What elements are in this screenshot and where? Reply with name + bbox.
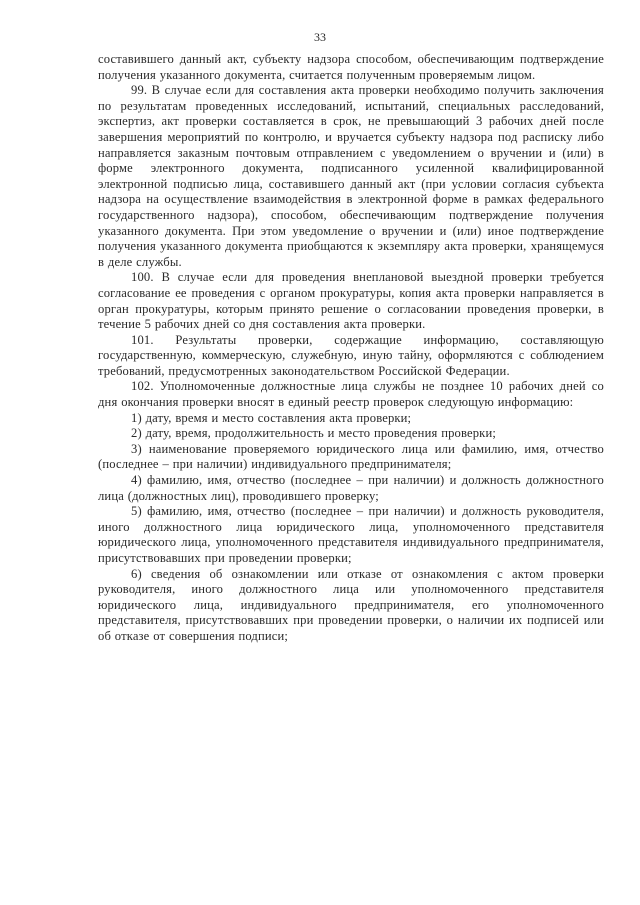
- list-item-102-3: 3) наименование проверяемого юридического лица или фамилию, имя, отчество (последнее – при наличии) индивидуального предпринимателя;: [98, 441, 604, 472]
- document-body: [98, 52, 604, 645]
- paragraph-102: 102. Уполномоченные должностные лица службы не позднее 10 рабочих дней со дня окончания проверки вносят в единый реестр проверок следующую информацию:: [98, 379, 604, 410]
- paragraph-101: 101. Результаты проверки, содержащие информацию, составляющую государственную, коммерческую, служебную, иную тайну, оформляются с соблюдением требований, предусмотренных законодательством Российской Федерации.: [98, 332, 604, 378]
- list-item-102-6: 6) сведения об ознакомлении или отказе от ознакомления с актом проверки руководителя, иного должностного лица или уполномоченного представителя юридического лица, индивидуального предпринимателя, его уполномоченного представителя, присутствовавших при проведении проверки, о наличии их подписей или об отказе от совершения подписи;: [98, 566, 604, 643]
- list-item-102-1: 1) дату, время и место составления акта проверки;: [131, 410, 412, 425]
- list-item-102-2: 2) дату, время, продолжительность и место проведения проверки;: [131, 426, 496, 441]
- page-number: 33: [314, 30, 326, 44]
- paragraph-99: 99. В случае если для составления акта проверки необходимо получить заключения по результатам проведенных исследований, испытаний, специальных расследований, экспертиз, акт проверки составляется в срок, не превышающий 3 рабочих дней после завершения мероприятий по контролю, и вручается субъекту надзора под расписку либо направляется заказным почтовым отправлением с уведомлением о вручении и (или) в форме электронного документа, подписанного усиленной квалифицированной электронной подписью лица, составившего данный акт (при условии согласия субъекта надзора на осуществление взаимодействия в электронной форме в рамках федерального государственного надзора), способом, обеспечивающим подтверждение получения указанного документа. При этом уведомление о вручении и (или) иное подтверждение получения указанного документа приобщаются к экземпляру акта проверки, хранящемуся в деле службы.: [98, 83, 604, 269]
- list-item-102-5: 5) фамилию, имя, отчество (последнее – при наличии) и должность руководителя, иного должностного лица юридического лица, уполномоченного представителя юридического лица, уполномоченного представителя индивидуального предпринимателя, присутствовавших при проведении проверки;: [98, 504, 604, 565]
- list-item-102-4: 4) фамилию, имя, отчество (последнее – при наличии) и должность должностного лица (должностных лиц), проводившего проверку;: [98, 473, 604, 503]
- paragraph-98-continuation: составившего данный акт, субъекту надзора способом, обеспечивающим подтверждение получения указанного документа, считается полученным проверяемым лицом.: [98, 52, 604, 82]
- paragraph-100: 100. В случае если для проведения внеплановой выездной проверки требуется согласование ее проведения с органом прокуратуры, копия акта проверки направляется в орган прокуратуры, которым принято решение о согласовании проведения проверки, в течение 5 рабочих дней со дня составления акта проверки.: [98, 270, 604, 332]
